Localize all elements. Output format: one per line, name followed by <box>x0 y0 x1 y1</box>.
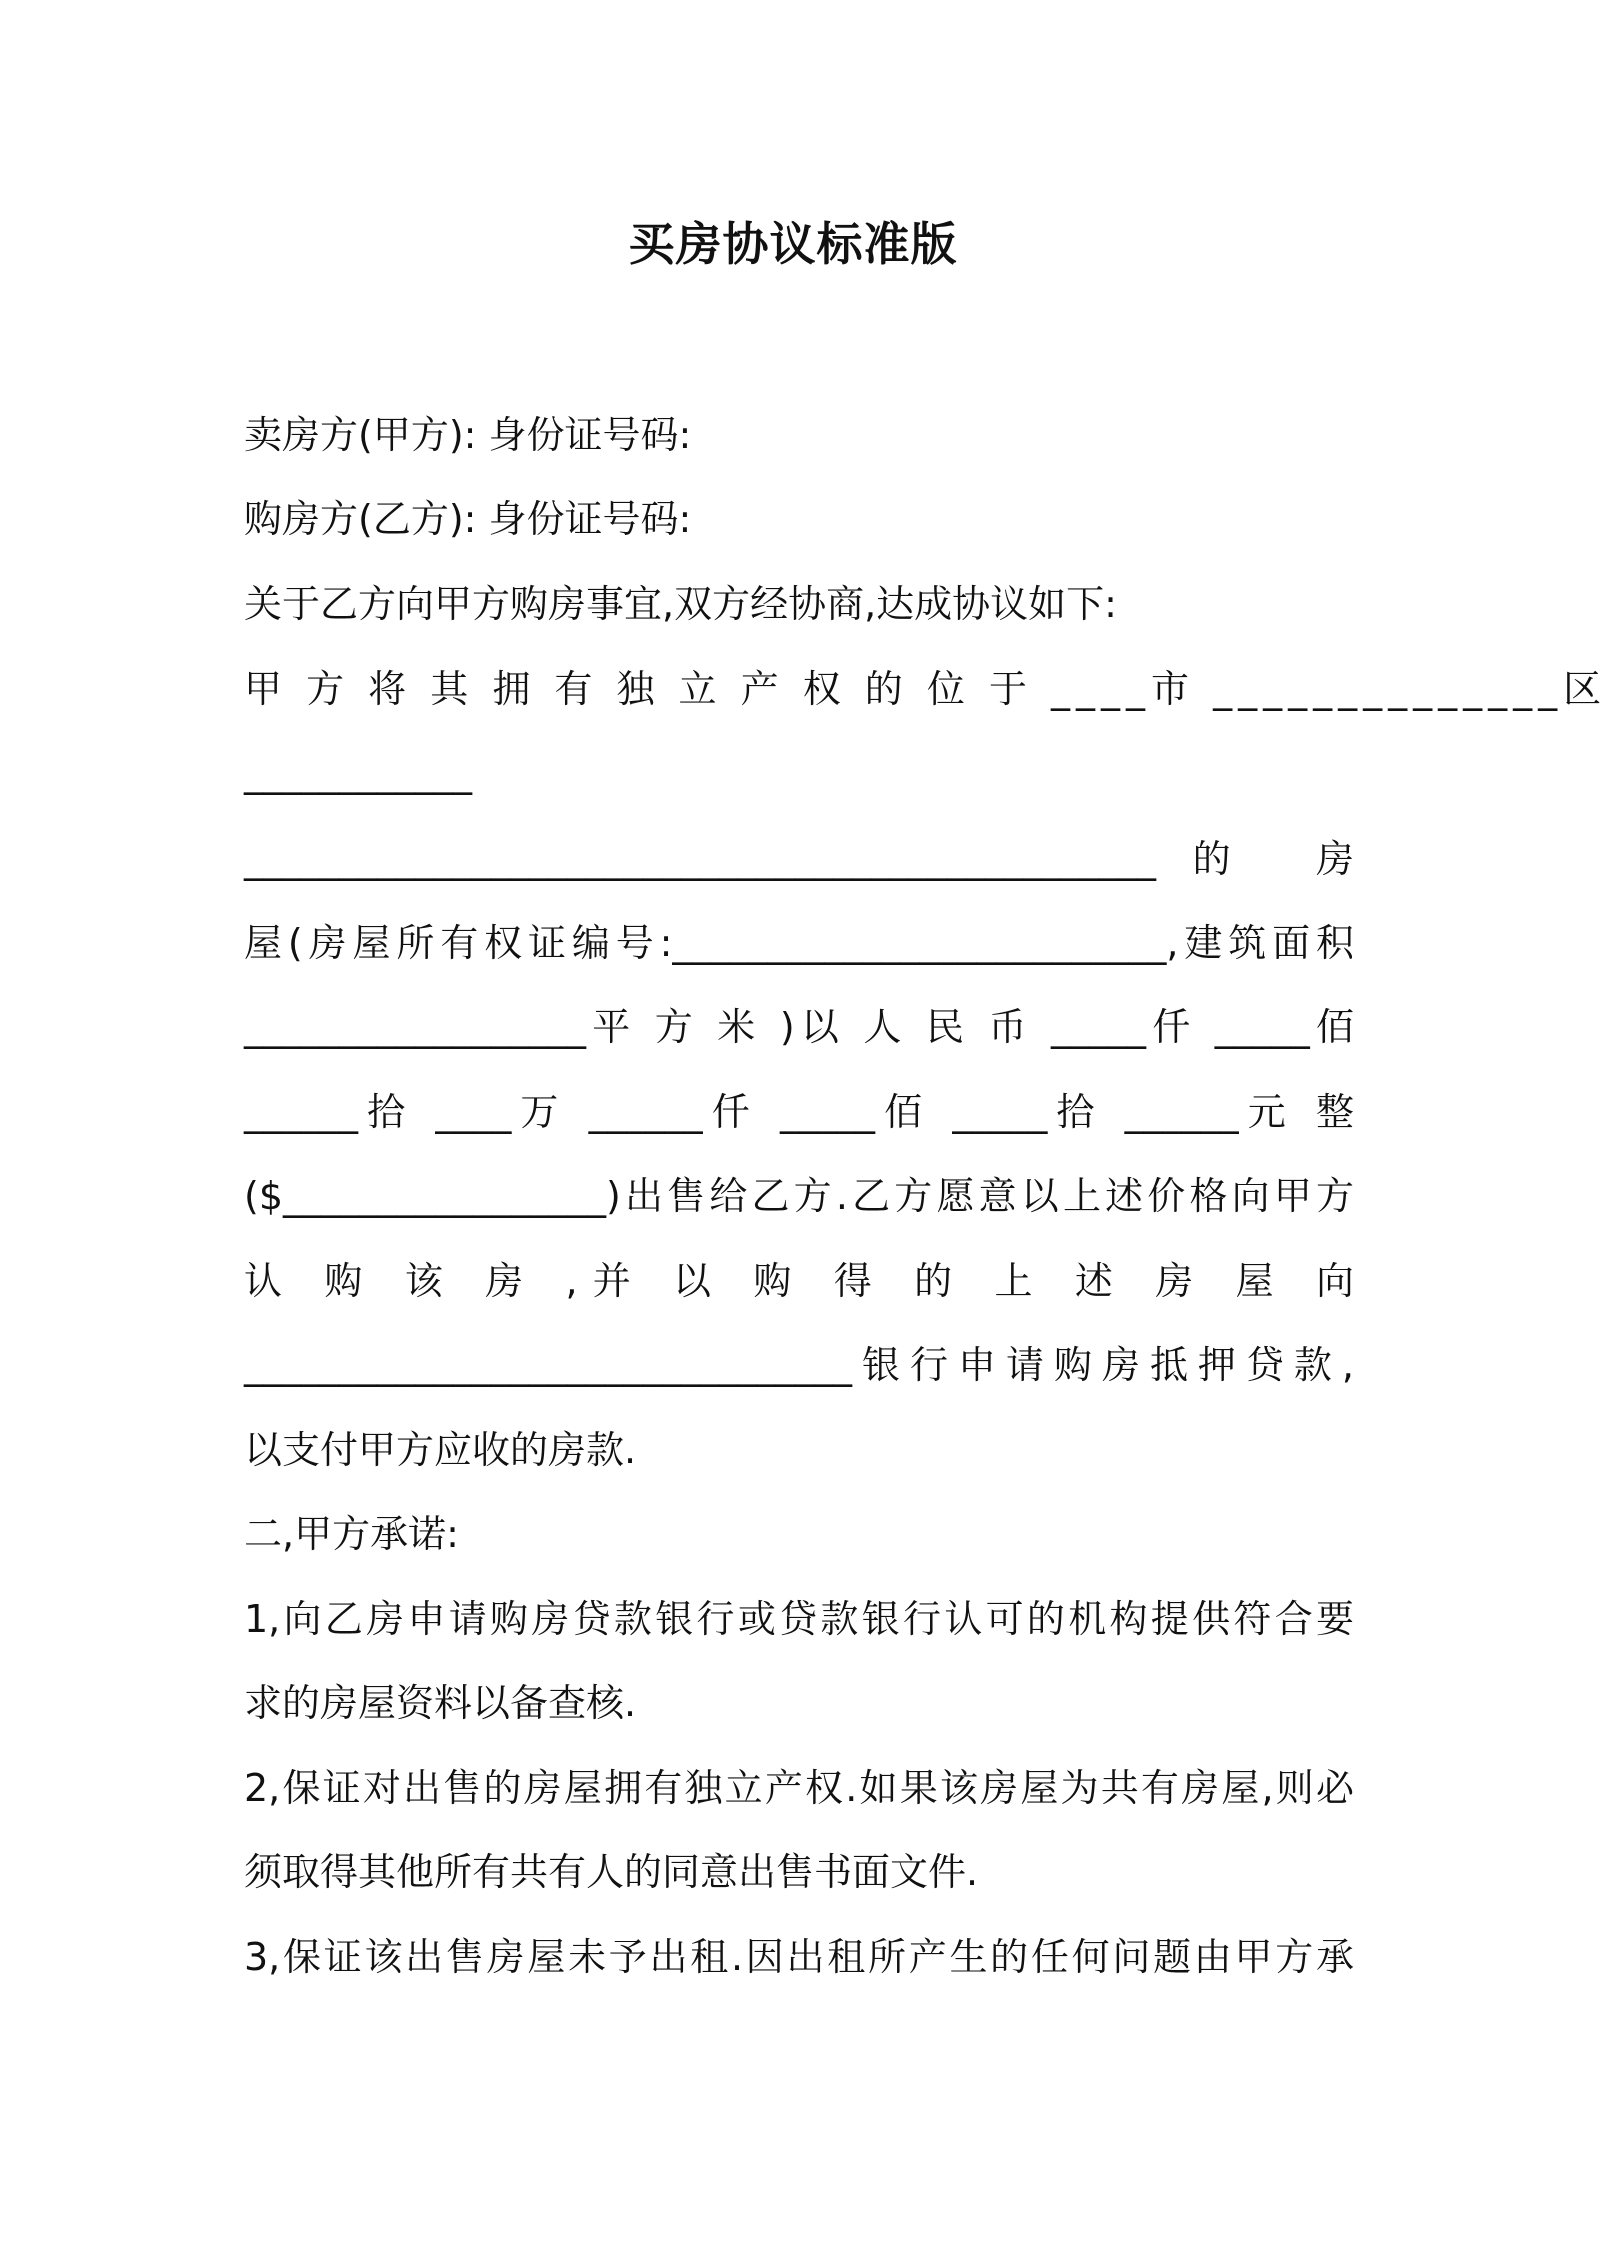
price-amount-line: ______拾 ____万 ______仟 _____佰 _____拾 ______元 整 <box>244 1090 1354 1134</box>
dollar-amount-line: ($_________________)出售给乙方.乙方愿意以上述价格向甲方 <box>244 1174 1354 1218</box>
bank-loan-line: ________________________________银行申请购房抵押贷款, <box>244 1343 1354 1387</box>
payment-line: 以支付甲方应收的房款. <box>244 1428 637 1472</box>
blank-line-1: ____________ <box>244 751 472 795</box>
promise-1-line-1: 1,向乙房申请购房贷款银行或贷款银行认可的机构提供符合要 <box>244 1597 1354 1641</box>
certificate-line: 屋(房屋所有权证编号:__________________________,建筑面积 <box>244 921 1354 965</box>
promise-2-line-1: 2,保证对出售的房屋拥有独立产权.如果该房屋为共有房屋,则必 <box>244 1766 1354 1810</box>
blank-line-2: ________________________________________________的 房 <box>244 837 1354 881</box>
document-title: 买房协议标准版 <box>628 217 958 271</box>
purchase-line: 认 购 该 房 ,并 以 购 得 的 上 述 房 屋 向 <box>244 1259 1354 1303</box>
intro-line: 关于乙方向甲方购房事宜,双方经协商,达成协议如下: <box>244 582 1117 626</box>
promise-3-line-1: 3,保证该出售房屋未予出租.因出租所产生的任何问题由甲方承 <box>244 1935 1354 1979</box>
promise-2-line-2: 须取得其他所有共有人的同意出售书面文件. <box>244 1850 979 1894</box>
promise-1-line-2: 求的房屋资料以备查核. <box>244 1681 637 1725</box>
seller-line: 卖房方(甲方): 身份证号码: <box>244 413 692 457</box>
buyer-line: 购房方(乙方): 身份证号码: <box>244 497 692 541</box>
property-location-line: 甲 方 将 其 拥 有 独 立 产 权 的 位 于 ____市 ______________区 <box>244 667 1607 711</box>
area-price-line: __________________平 方 米 )以 人 民 币 _____仟 _____佰 <box>244 1005 1354 1049</box>
section-heading-2: 二,甲方承诺: <box>244 1512 459 1556</box>
